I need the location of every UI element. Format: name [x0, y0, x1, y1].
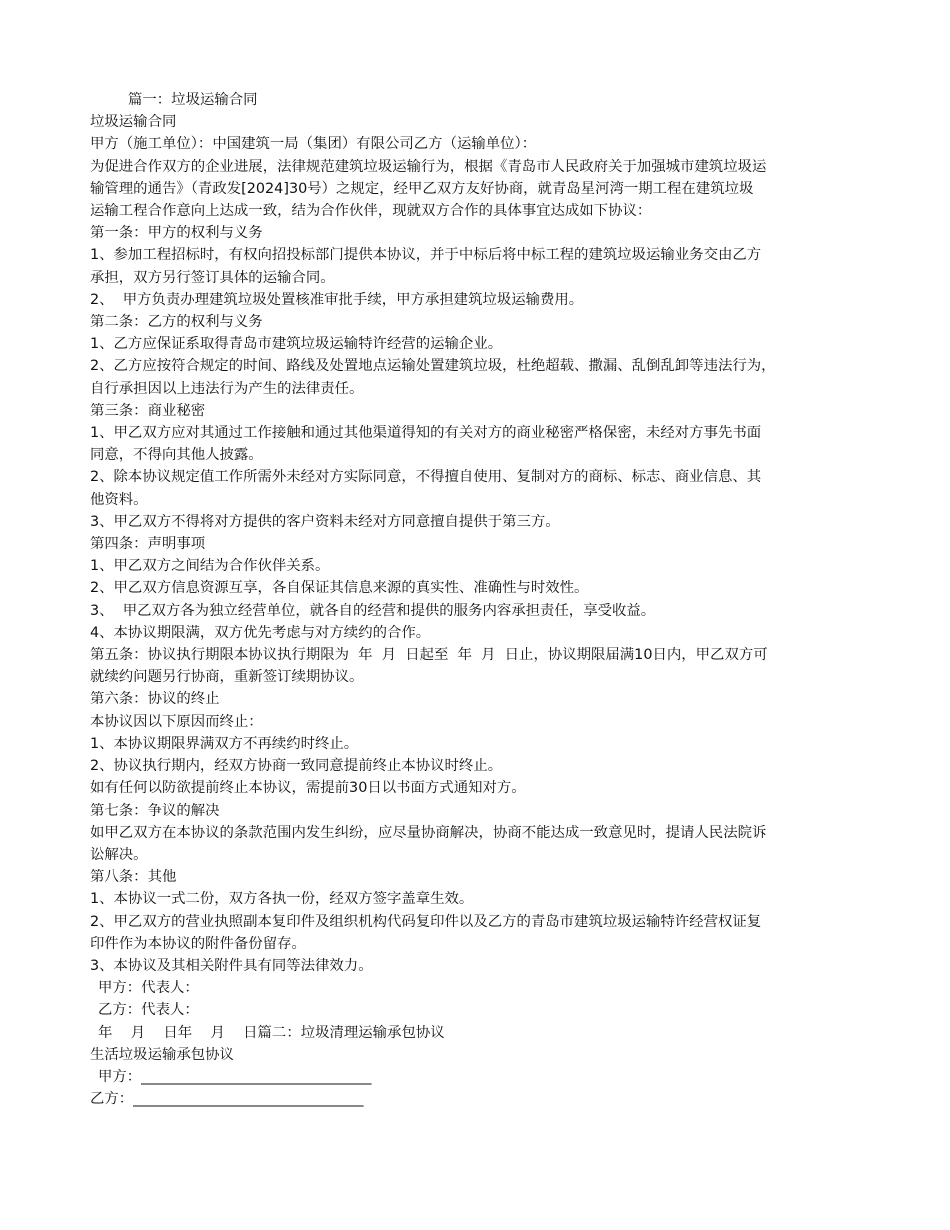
clause-line: 自行承担因以上违法行为产生的法律责任。 — [90, 380, 364, 397]
clause-line: 3、 甲乙双方各为独立经营单位，就各自的经营和提供的服务内容承担责任，享受收益。 — [90, 602, 656, 619]
article-heading: 第一条：甲方的权利与义务 — [90, 225, 263, 242]
clause-line: 4、本协议期限满，双方优先考虑与对方续约的合作。 — [90, 624, 431, 641]
article-heading: 第二条：乙方的权利与义务 — [90, 314, 263, 331]
article-heading: 第五条：协议执行期限本协议执行期限为 年 月 日起至 年 月 日止，协议期限届满10日内，甲乙双方可 — [90, 647, 768, 664]
article-heading: 第六条：协议的终止 — [90, 691, 220, 708]
paragraph-line: 输管理的通告》（青政发[2024]30号）之规定，经甲乙双方友好协商，就青岛星河湾一期工程在建筑垃圾 — [90, 180, 754, 197]
document-body — [90, 89, 870, 1110]
clause-line: 2、甲乙双方的营业执照副本复印件及组织机构代码复印件以及乙方的青岛市建筑垃圾运输特许经营权证复 — [90, 913, 762, 930]
clause-line: 1、本协议一式二份，双方各执一份，经双方签字盖章生效。 — [90, 891, 474, 908]
paragraph-line: 运输工程合作意向上达成一致，结为合作伙伴，现就双方合作的具体事宜达成如下协议： — [90, 203, 652, 220]
paragraph-line: 为促进合作双方的企业进展，法律规范建筑垃圾运输行为，根据《青岛市人民政府关于加强城市建筑垃圾运 — [90, 158, 767, 175]
article-heading: 第八条：其他 — [90, 869, 177, 886]
party-a-blank: 甲方：________________________________ — [98, 1068, 372, 1085]
clause-line: 就续约问题另行协商，重新签订续期协议。 — [90, 669, 364, 686]
date-line: 年 月 日年 月 日篇二：垃圾清理运输承包协议 — [98, 1024, 445, 1041]
clause-line: 本协议因以下原因而终止： — [90, 713, 263, 730]
clause-line: 讼解决。 — [90, 846, 148, 863]
clause-line: 1、参加工程招标时，有权向招投标部门提供本协议，并于中标后将中标工程的建筑垃圾运输业务交由乙方 — [90, 247, 762, 264]
contract-title-2: 生活垃圾运输承包协议 — [90, 1046, 234, 1063]
section-title: 篇一：垃圾运输合同 — [128, 92, 258, 108]
clause-line: 同意，不得向其他人披露。 — [90, 447, 263, 464]
article-heading: 第三条：商业秘密 — [90, 402, 206, 419]
clause-line: 印件作为本协议的附件备份留存。 — [90, 935, 306, 952]
clause-line: 2、乙方应按符合规定的时间、路线及处置地点运输处置建筑垃圾，杜绝超载、撒漏、乱倒乱卸等违法行为， — [90, 358, 776, 375]
clause-line: 1、甲乙双方之间结为合作伙伴关系。 — [90, 558, 330, 575]
clause-line: 承担，双方另行签订具体的运输合同。 — [90, 269, 335, 286]
party-line: 甲方（施工单位）：中国建筑一局（集团）有限公司乙方（运输单位）： — [90, 136, 537, 153]
clause-line: 如甲乙双方在本协议的条款范围内发生纠纷，应尽量协商解决，协商不能达成一致意见时，提请人民法院诉 — [90, 824, 767, 841]
clause-line: 1、本协议期限界满双方不再续约时终止。 — [90, 735, 359, 752]
clause-line: 1、甲乙双方应对其通过工作接触和通过其他渠道得知的有关对方的商业秘密严格保密，未经对方事先书面 — [90, 425, 762, 442]
clause-line: 2、 甲方负责办理建筑垃圾处置核准审批手续，甲方承担建筑垃圾运输费用。 — [90, 291, 584, 308]
party-b-blank: 乙方：________________________________ — [90, 1091, 364, 1108]
signature-party-a: 甲方：代表人： — [98, 980, 199, 997]
clause-line: 如有任何以防欲提前终止本协议，需提前30日以书面方式通知对方。 — [90, 780, 526, 797]
clause-line: 2、除本协议规定值工作所需外未经对方实际同意，不得擅自使用、复制对方的商标、标志、商业信息、其 — [90, 469, 762, 486]
clause-line: 他资料。 — [90, 491, 148, 508]
clause-line: 1、乙方应保证系取得青岛市建筑垃圾运输特许经营的运输企业。 — [90, 336, 503, 353]
article-heading: 第七条：争议的解决 — [90, 802, 220, 819]
clause-line: 3、本协议及其相关附件具有同等法律效力。 — [90, 957, 373, 974]
signature-party-b: 乙方：代表人： — [98, 1002, 199, 1019]
article-heading: 第四条：声明事项 — [90, 536, 206, 553]
clause-line: 3、甲乙双方不得将对方提供的客户资料未经对方同意擅自提供于第三方。 — [90, 513, 560, 530]
clause-line: 2、甲乙双方信息资源互享，各自保证其信息来源的真实性、准确性与时效性。 — [90, 580, 589, 597]
contract-title: 垃圾运输合同 — [90, 114, 177, 131]
clause-line: 2、协议执行期内，经双方协商一致同意提前终止本协议时终止。 — [90, 758, 503, 775]
